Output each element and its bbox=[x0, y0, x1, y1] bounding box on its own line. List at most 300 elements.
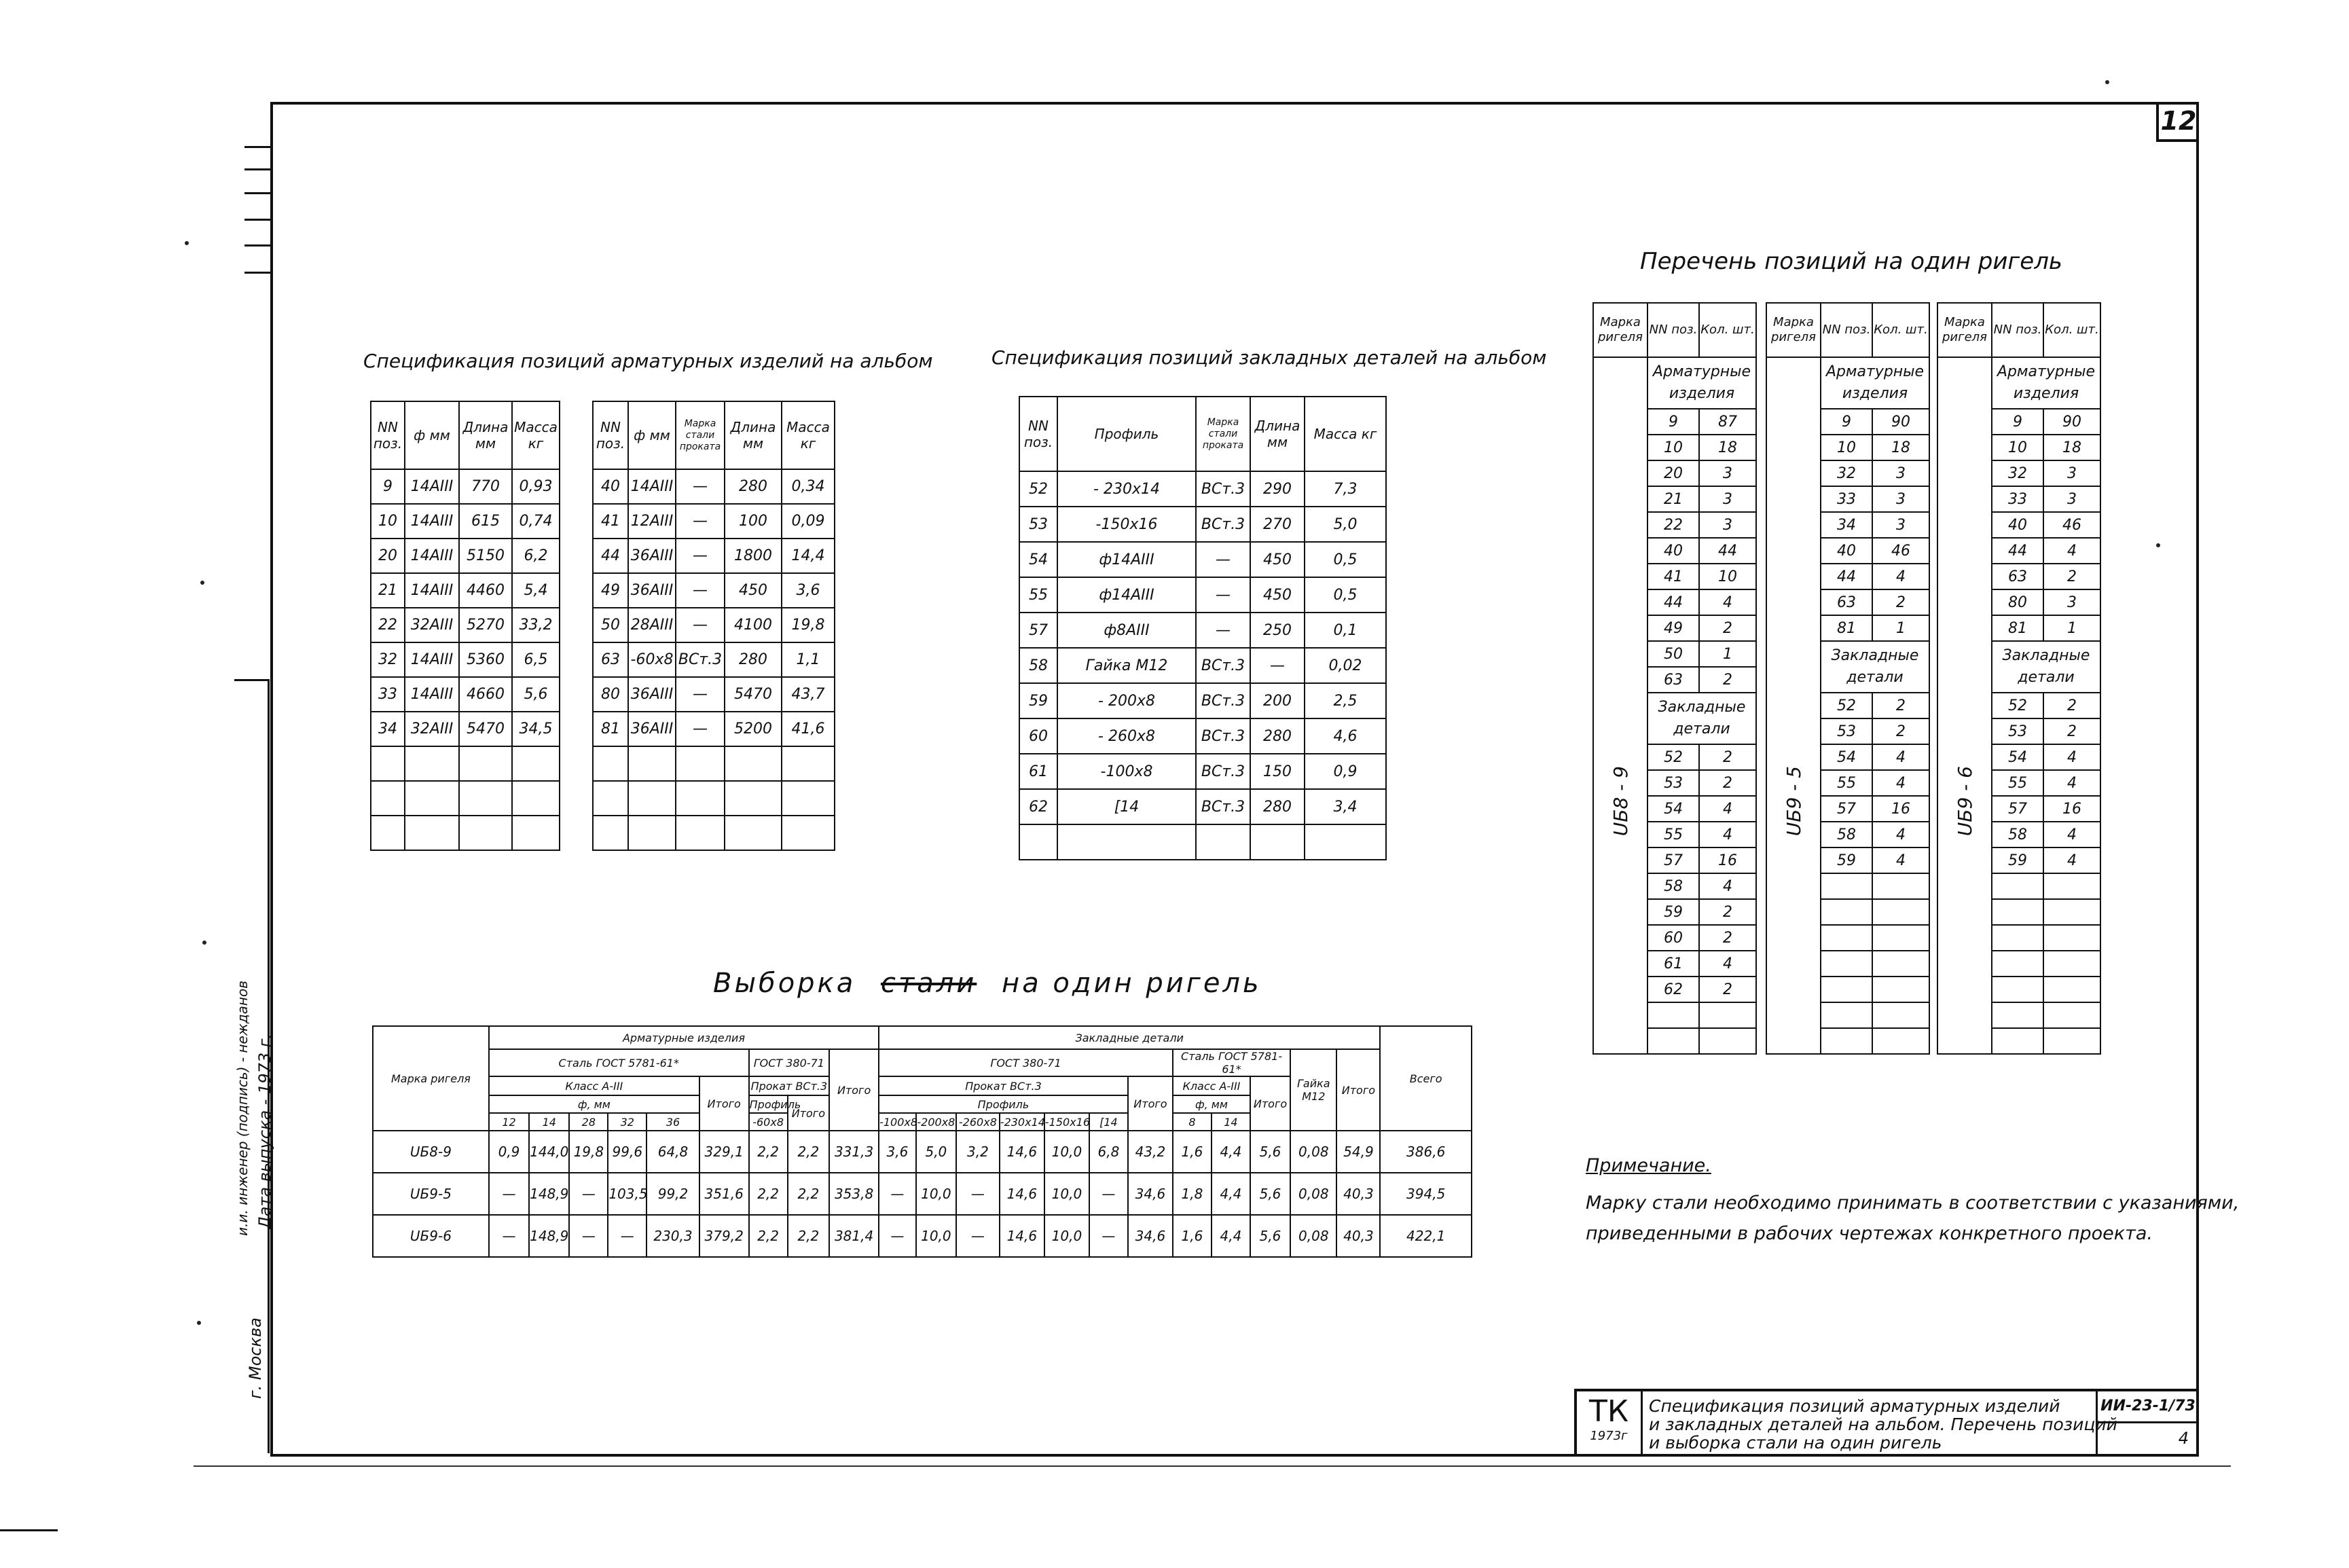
header-itogo: Итого bbox=[699, 1076, 749, 1131]
table-cell: 5,6 bbox=[1250, 1215, 1290, 1257]
table-cell: 57 bbox=[1821, 796, 1872, 822]
table-cell: ф14AIII bbox=[1057, 577, 1196, 613]
table-row-empty bbox=[371, 781, 560, 816]
armature-spec-table-right bbox=[592, 401, 835, 851]
table-cell: 329,1 bbox=[699, 1131, 749, 1173]
table-cell bbox=[2043, 951, 2100, 977]
table-cell: 10 bbox=[1992, 435, 2043, 460]
table-cell: 150 bbox=[1250, 754, 1305, 789]
table-cell: ВСт.3 bbox=[676, 642, 725, 677]
beam-mark-cell bbox=[1593, 357, 1647, 1054]
table-cell bbox=[1821, 873, 1872, 899]
table-cell bbox=[628, 746, 676, 781]
table-cell: 4,4 bbox=[1212, 1215, 1250, 1257]
table-cell: 0,74 bbox=[512, 504, 560, 539]
speck bbox=[185, 241, 189, 245]
sheet-number: 12 bbox=[2156, 102, 2198, 142]
table-cell: 2 bbox=[1872, 693, 1929, 718]
table-cell: 40 bbox=[1647, 538, 1699, 564]
table-cell bbox=[1821, 1028, 1872, 1054]
col-header: Профиль bbox=[1057, 397, 1196, 471]
col-header: [14 bbox=[1089, 1113, 1128, 1131]
table-cell: 18 bbox=[2043, 435, 2100, 460]
table-cell bbox=[459, 816, 512, 850]
table-row bbox=[1937, 357, 2100, 383]
margin-tick bbox=[244, 146, 270, 148]
table-cell: 5,6 bbox=[1250, 1131, 1290, 1173]
table-cell bbox=[405, 746, 459, 781]
table-cell: 7,3 bbox=[1305, 471, 1386, 507]
table-cell: 4 bbox=[2043, 770, 2100, 796]
table-cell: 379,2 bbox=[699, 1215, 749, 1257]
table-cell: 5,0 bbox=[1305, 507, 1386, 542]
table-cell: 4 bbox=[1699, 822, 1756, 847]
header-itogo: Итого bbox=[1250, 1076, 1290, 1131]
table-cell: 6,2 bbox=[512, 539, 560, 573]
table-cell: 5200 bbox=[725, 712, 782, 746]
table-cell: 57 bbox=[1019, 613, 1057, 648]
table-cell: 2,2 bbox=[788, 1173, 830, 1215]
table-cell: 41 bbox=[593, 504, 628, 539]
table-row bbox=[1019, 683, 1386, 718]
table-cell: 58 bbox=[1019, 648, 1057, 683]
table-cell: — bbox=[608, 1215, 647, 1257]
col-header: 14 bbox=[529, 1113, 569, 1131]
header-total: Всего bbox=[1380, 1026, 1472, 1131]
table-cell: 9 bbox=[1647, 409, 1699, 435]
table-cell: 59 bbox=[1992, 847, 2043, 873]
table-cell: 54 bbox=[1019, 542, 1057, 577]
table-cell: 32AIII bbox=[405, 712, 459, 746]
table-cell: 4 bbox=[1699, 796, 1756, 822]
positions-group-table bbox=[1766, 302, 1930, 1055]
table-cell: 18 bbox=[1699, 435, 1756, 460]
col-header: Марка стали проката bbox=[676, 401, 725, 469]
table-cell: 32 bbox=[1992, 460, 2043, 486]
table-cell: 20 bbox=[371, 539, 405, 573]
table-cell: — bbox=[1089, 1173, 1128, 1215]
table-cell: -100x8 bbox=[1057, 754, 1196, 789]
table-cell: 1 bbox=[1872, 615, 1929, 641]
table-cell: 250 bbox=[1250, 613, 1305, 648]
table-cell: 40,3 bbox=[1336, 1215, 1380, 1257]
table-cell bbox=[2043, 1002, 2100, 1028]
table-cell: — bbox=[676, 504, 725, 539]
table-cell: 394,5 bbox=[1380, 1173, 1472, 1215]
table-cell: 4 bbox=[2043, 822, 2100, 847]
table1-title: Спецификация позиций арматурных изделий на альбом bbox=[363, 350, 933, 372]
table-cell: 54 bbox=[1992, 744, 2043, 770]
table-cell bbox=[371, 816, 405, 850]
margin-tick bbox=[244, 244, 270, 247]
table-cell: 52 bbox=[1821, 693, 1872, 718]
table-cell: — bbox=[1196, 577, 1250, 613]
table-cell: 0,5 bbox=[1305, 542, 1386, 577]
table-cell bbox=[1019, 824, 1057, 860]
table-cell: - 260x8 bbox=[1057, 718, 1196, 754]
section-header: Арматурные изделия bbox=[1992, 357, 2100, 409]
table-cell: 4 bbox=[1699, 951, 1756, 977]
table-cell: 10,0 bbox=[1044, 1131, 1089, 1173]
table-cell bbox=[1821, 977, 1872, 1002]
table-cell bbox=[2043, 977, 2100, 1002]
table-cell bbox=[512, 781, 560, 816]
table-cell: — bbox=[676, 608, 725, 642]
table-cell: 4660 bbox=[459, 677, 512, 712]
table-cell bbox=[1872, 925, 1929, 951]
table-cell: 44 bbox=[1992, 538, 2043, 564]
table4-title-part: на один ригель bbox=[1002, 968, 1262, 999]
table-cell bbox=[405, 781, 459, 816]
beam-mark-cell bbox=[1937, 357, 1992, 1054]
table-cell: 2 bbox=[2043, 693, 2100, 718]
col-header: NN поз. bbox=[1647, 303, 1699, 357]
table-cell: 33 bbox=[371, 677, 405, 712]
table-cell: — bbox=[489, 1215, 529, 1257]
header-diam: ф, мм bbox=[1173, 1095, 1250, 1113]
table-cell: 14,6 bbox=[1000, 1173, 1044, 1215]
table-cell: 0,5 bbox=[1305, 577, 1386, 613]
table-cell: 16 bbox=[1699, 847, 1756, 873]
col-header: NN поз. bbox=[1992, 303, 2043, 357]
table-cell bbox=[1821, 899, 1872, 925]
positions-group-table bbox=[1592, 302, 1757, 1055]
stamp-code: ИИ-23-1/73 bbox=[2098, 1391, 2198, 1423]
table-cell: 36AIII bbox=[628, 677, 676, 712]
table-cell: 10,0 bbox=[1044, 1173, 1089, 1215]
table-cell bbox=[1992, 873, 2043, 899]
col-header: -260x8 bbox=[956, 1113, 1000, 1131]
table-row-empty bbox=[371, 746, 560, 781]
table-cell: — bbox=[676, 573, 725, 608]
table-cell: 99,6 bbox=[608, 1131, 647, 1173]
header-profile: Профиль bbox=[749, 1095, 788, 1113]
table-cell: 4,6 bbox=[1305, 718, 1386, 754]
section-header: Закладные детали bbox=[1821, 641, 1929, 693]
table-cell: 44 bbox=[1699, 538, 1756, 564]
col-header: 12 bbox=[489, 1113, 529, 1131]
table-cell: 280 bbox=[725, 469, 782, 504]
table-cell: 6,5 bbox=[512, 642, 560, 677]
table-cell: 43,7 bbox=[782, 677, 835, 712]
table-cell: 21 bbox=[371, 573, 405, 608]
margin-tick bbox=[244, 168, 270, 170]
col-header: 36 bbox=[647, 1113, 699, 1131]
speck bbox=[2105, 80, 2109, 84]
col-header: Длина мм bbox=[1250, 397, 1305, 471]
table-cell: 59 bbox=[1821, 847, 1872, 873]
table-cell: 46 bbox=[1872, 538, 1929, 564]
table-cell: 22 bbox=[1647, 512, 1699, 538]
col-header: NN поз. bbox=[1821, 303, 1872, 357]
table-cell bbox=[1647, 1002, 1699, 1028]
table-cell: 0,08 bbox=[1290, 1173, 1336, 1215]
table-cell: 2 bbox=[1872, 718, 1929, 744]
col-header: Масса кг bbox=[512, 401, 560, 469]
table2-title: Спецификация позиций закладных деталей на альбом bbox=[991, 346, 1547, 369]
table-cell: 4 bbox=[1872, 744, 1929, 770]
table-cell: 59 bbox=[1647, 899, 1699, 925]
table-cell: 144,0 bbox=[529, 1131, 569, 1173]
table-cell: 450 bbox=[725, 573, 782, 608]
table-cell: 34,6 bbox=[1128, 1215, 1173, 1257]
header-itogo: Итого bbox=[788, 1095, 830, 1131]
table-cell: 5270 bbox=[459, 608, 512, 642]
table-cell bbox=[676, 781, 725, 816]
table-cell: 99,2 bbox=[647, 1173, 699, 1215]
table-row bbox=[1019, 789, 1386, 824]
table-cell: — bbox=[956, 1173, 1000, 1215]
table-cell: 3,6 bbox=[782, 573, 835, 608]
table-cell: 3 bbox=[1872, 486, 1929, 512]
table-cell: 0,1 bbox=[1305, 613, 1386, 648]
table-cell: 5470 bbox=[725, 677, 782, 712]
table-cell: 10 bbox=[371, 504, 405, 539]
table-cell bbox=[1992, 977, 2043, 1002]
table-row bbox=[1019, 648, 1386, 683]
stamp-line: и закладных деталей на альбом. Перечень позиций bbox=[1649, 1415, 2117, 1434]
logo: ТК bbox=[1588, 1394, 1629, 1429]
table-cell: — bbox=[1196, 613, 1250, 648]
table-cell: 2,5 bbox=[1305, 683, 1386, 718]
table-cell: 770 bbox=[459, 469, 512, 504]
table-cell: — bbox=[569, 1215, 608, 1257]
table-cell: 40 bbox=[1992, 512, 2043, 538]
table-cell: — bbox=[1089, 1215, 1128, 1257]
table-cell bbox=[628, 816, 676, 850]
table-cell: 62 bbox=[1647, 977, 1699, 1002]
table-cell: 9 bbox=[1821, 409, 1872, 435]
table-cell: 80 bbox=[1992, 589, 2043, 615]
table-cell: ВСт.3 bbox=[1196, 754, 1250, 789]
table-cell: 2 bbox=[1699, 770, 1756, 796]
table-cell: 46 bbox=[2043, 512, 2100, 538]
table-cell: 58 bbox=[1992, 822, 2043, 847]
table-cell: 14,6 bbox=[1000, 1131, 1044, 1173]
code-cell bbox=[2096, 1391, 2198, 1454]
table-row bbox=[593, 573, 835, 608]
col-header: 8 bbox=[1173, 1113, 1212, 1131]
table-cell bbox=[593, 816, 628, 850]
table-cell: UБ9-5 bbox=[373, 1173, 489, 1215]
table-cell: ф14AIII bbox=[1057, 542, 1196, 577]
table-row bbox=[593, 469, 835, 504]
table-cell: 81 bbox=[593, 712, 628, 746]
table-cell bbox=[782, 746, 835, 781]
positions-group-table bbox=[1937, 302, 2101, 1055]
header-prokat: Прокат ВСт.3 bbox=[749, 1076, 829, 1095]
col-header: Длина мм bbox=[725, 401, 782, 469]
table-cell bbox=[1821, 951, 1872, 977]
col-header: Марка ригеля bbox=[1937, 303, 1992, 357]
table-row bbox=[1019, 718, 1386, 754]
table-cell: 44 bbox=[1647, 589, 1699, 615]
table-cell: 2 bbox=[1699, 899, 1756, 925]
table-cell: 450 bbox=[1250, 542, 1305, 577]
table-cell: 4,4 bbox=[1212, 1173, 1250, 1215]
table-cell: 4460 bbox=[459, 573, 512, 608]
table-cell bbox=[593, 781, 628, 816]
table4-title-part: Выборка bbox=[713, 968, 856, 999]
table-cell: 10,0 bbox=[916, 1173, 956, 1215]
header-steel-gost: Сталь ГОСТ 5781-61* bbox=[1173, 1049, 1290, 1076]
table-cell bbox=[1872, 1002, 1929, 1028]
table-cell: 55 bbox=[1821, 770, 1872, 796]
stamp-text bbox=[1649, 1397, 2117, 1452]
table-cell: 4100 bbox=[725, 608, 782, 642]
logo-cell bbox=[1577, 1391, 1643, 1454]
table-cell: 36AIII bbox=[628, 573, 676, 608]
table-cell: 49 bbox=[593, 573, 628, 608]
table-cell: 4 bbox=[1872, 847, 1929, 873]
table-cell bbox=[1872, 1028, 1929, 1054]
table-cell bbox=[459, 781, 512, 816]
table-cell bbox=[459, 746, 512, 781]
col-header: 14 bbox=[1212, 1113, 1250, 1131]
title-block bbox=[1574, 1389, 2196, 1454]
table-row bbox=[371, 504, 560, 539]
table-cell: 2,2 bbox=[788, 1131, 830, 1173]
margin-tick bbox=[244, 219, 270, 221]
table-cell: 2 bbox=[1699, 615, 1756, 641]
table-cell: 3 bbox=[1699, 486, 1756, 512]
table-cell: 3 bbox=[2043, 589, 2100, 615]
table-cell bbox=[1647, 1028, 1699, 1054]
table-cell: 20 bbox=[1647, 460, 1699, 486]
table-cell: 40 bbox=[593, 469, 628, 504]
table-cell bbox=[2043, 925, 2100, 951]
table-cell: 10 bbox=[1821, 435, 1872, 460]
table-row bbox=[371, 469, 560, 504]
col-header: -100x8 bbox=[879, 1113, 916, 1131]
table-cell: 41 bbox=[1647, 564, 1699, 589]
table-cell: 0,08 bbox=[1290, 1131, 1336, 1173]
col-header: 32 bbox=[608, 1113, 647, 1131]
table-cell: 12AIII bbox=[628, 504, 676, 539]
col-header: Масса кг bbox=[782, 401, 835, 469]
table-cell: 148,9 bbox=[529, 1215, 569, 1257]
beam-mark: UБ8 - 9 bbox=[1609, 765, 1632, 836]
table-cell: 53 bbox=[1821, 718, 1872, 744]
table-cell bbox=[628, 781, 676, 816]
table-cell: 63 bbox=[1992, 564, 2043, 589]
table-cell: — bbox=[676, 677, 725, 712]
table-row bbox=[1019, 542, 1386, 577]
table-cell: UБ8-9 bbox=[373, 1131, 489, 1173]
table-cell: 55 bbox=[1647, 822, 1699, 847]
col-header: Масса кг bbox=[1305, 397, 1386, 471]
table-cell bbox=[2043, 1028, 2100, 1054]
table-cell: 3 bbox=[1699, 512, 1756, 538]
table-cell: 33 bbox=[1821, 486, 1872, 512]
col-header: -230x14 bbox=[1000, 1113, 1044, 1131]
table-cell bbox=[512, 816, 560, 850]
table-row bbox=[1019, 577, 1386, 613]
table-cell: — bbox=[879, 1173, 916, 1215]
table-row bbox=[373, 1173, 1472, 1215]
stamp-year: 1973г bbox=[1590, 1429, 1628, 1443]
table-cell: — bbox=[676, 469, 725, 504]
col-header: NN поз. bbox=[1019, 397, 1057, 471]
table-cell: — bbox=[1250, 648, 1305, 683]
table4-title-part: стали bbox=[880, 968, 977, 999]
table-cell: 32 bbox=[1821, 460, 1872, 486]
header-class: Класс А-III bbox=[1173, 1076, 1250, 1095]
col-header: ф мм bbox=[405, 401, 459, 469]
col-header: -150x16 bbox=[1044, 1113, 1089, 1131]
table-row bbox=[1766, 357, 1929, 383]
table-cell: 54,9 bbox=[1336, 1131, 1380, 1173]
beam-mark-cell bbox=[1766, 357, 1821, 1054]
table-cell bbox=[1699, 1028, 1756, 1054]
table-row-empty bbox=[593, 781, 835, 816]
table-cell: 34 bbox=[371, 712, 405, 746]
header-nut: Гайка М12 bbox=[1290, 1049, 1336, 1131]
table-cell bbox=[405, 816, 459, 850]
table-cell: 34,5 bbox=[512, 712, 560, 746]
table-cell: 33 bbox=[1992, 486, 2043, 512]
col-header: Кол. шт. bbox=[1699, 303, 1756, 357]
table-cell: 34,6 bbox=[1128, 1173, 1173, 1215]
table-cell: 44 bbox=[1821, 564, 1872, 589]
table-cell bbox=[2043, 899, 2100, 925]
armature-spec-table-left bbox=[370, 401, 560, 851]
embedded-parts-spec-table bbox=[1019, 396, 1387, 860]
table-cell: 5150 bbox=[459, 539, 512, 573]
table-cell: 57 bbox=[1647, 847, 1699, 873]
table-cell: 40 bbox=[1821, 538, 1872, 564]
table-cell bbox=[1821, 925, 1872, 951]
table-cell bbox=[1699, 1002, 1756, 1028]
table-cell: 4 bbox=[1699, 873, 1756, 899]
table-cell: 3 bbox=[2043, 486, 2100, 512]
table-cell: 50 bbox=[1647, 641, 1699, 667]
section-header: Закладные детали bbox=[1647, 693, 1756, 744]
table-cell: 59 bbox=[1019, 683, 1057, 718]
table-cell: 3 bbox=[2043, 460, 2100, 486]
table-cell: — bbox=[956, 1215, 1000, 1257]
table-cell: 331,3 bbox=[829, 1131, 879, 1173]
table-cell: 1,6 bbox=[1173, 1215, 1212, 1257]
table-cell: 450 bbox=[1250, 577, 1305, 613]
table-cell: 386,6 bbox=[1380, 1131, 1472, 1173]
note-line: приведенными в рабочих чертежах конкретного проекта. bbox=[1586, 1223, 2153, 1244]
table-row bbox=[1019, 507, 1386, 542]
stamp-line: Спецификация позиций арматурных изделий bbox=[1649, 1396, 2060, 1416]
table-cell: Гайка М12 bbox=[1057, 648, 1196, 683]
table-cell: 52 bbox=[1019, 471, 1057, 507]
header-class: Класс А-III bbox=[489, 1076, 699, 1095]
header-mark: Марка ригеля bbox=[373, 1026, 489, 1131]
table-cell: 63 bbox=[593, 642, 628, 677]
margin-tick bbox=[244, 192, 270, 194]
table-cell: 81 bbox=[1821, 615, 1872, 641]
table-cell: 4 bbox=[2043, 538, 2100, 564]
table-cell bbox=[1872, 899, 1929, 925]
table-cell: 351,6 bbox=[699, 1173, 749, 1215]
table-cell bbox=[1250, 824, 1305, 860]
note-title: Примечание. bbox=[1586, 1155, 1711, 1176]
table-cell: 2 bbox=[2043, 564, 2100, 589]
table-cell: 87 bbox=[1699, 409, 1756, 435]
table-cell: 2 bbox=[1699, 667, 1756, 693]
table-cell: 14AIII bbox=[405, 504, 459, 539]
table-row-empty bbox=[371, 816, 560, 850]
table-row bbox=[371, 642, 560, 677]
col-header: NN поз. bbox=[371, 401, 405, 469]
table-cell: - 230x14 bbox=[1057, 471, 1196, 507]
beam-mark: UБ9 - 5 bbox=[1782, 765, 1805, 836]
